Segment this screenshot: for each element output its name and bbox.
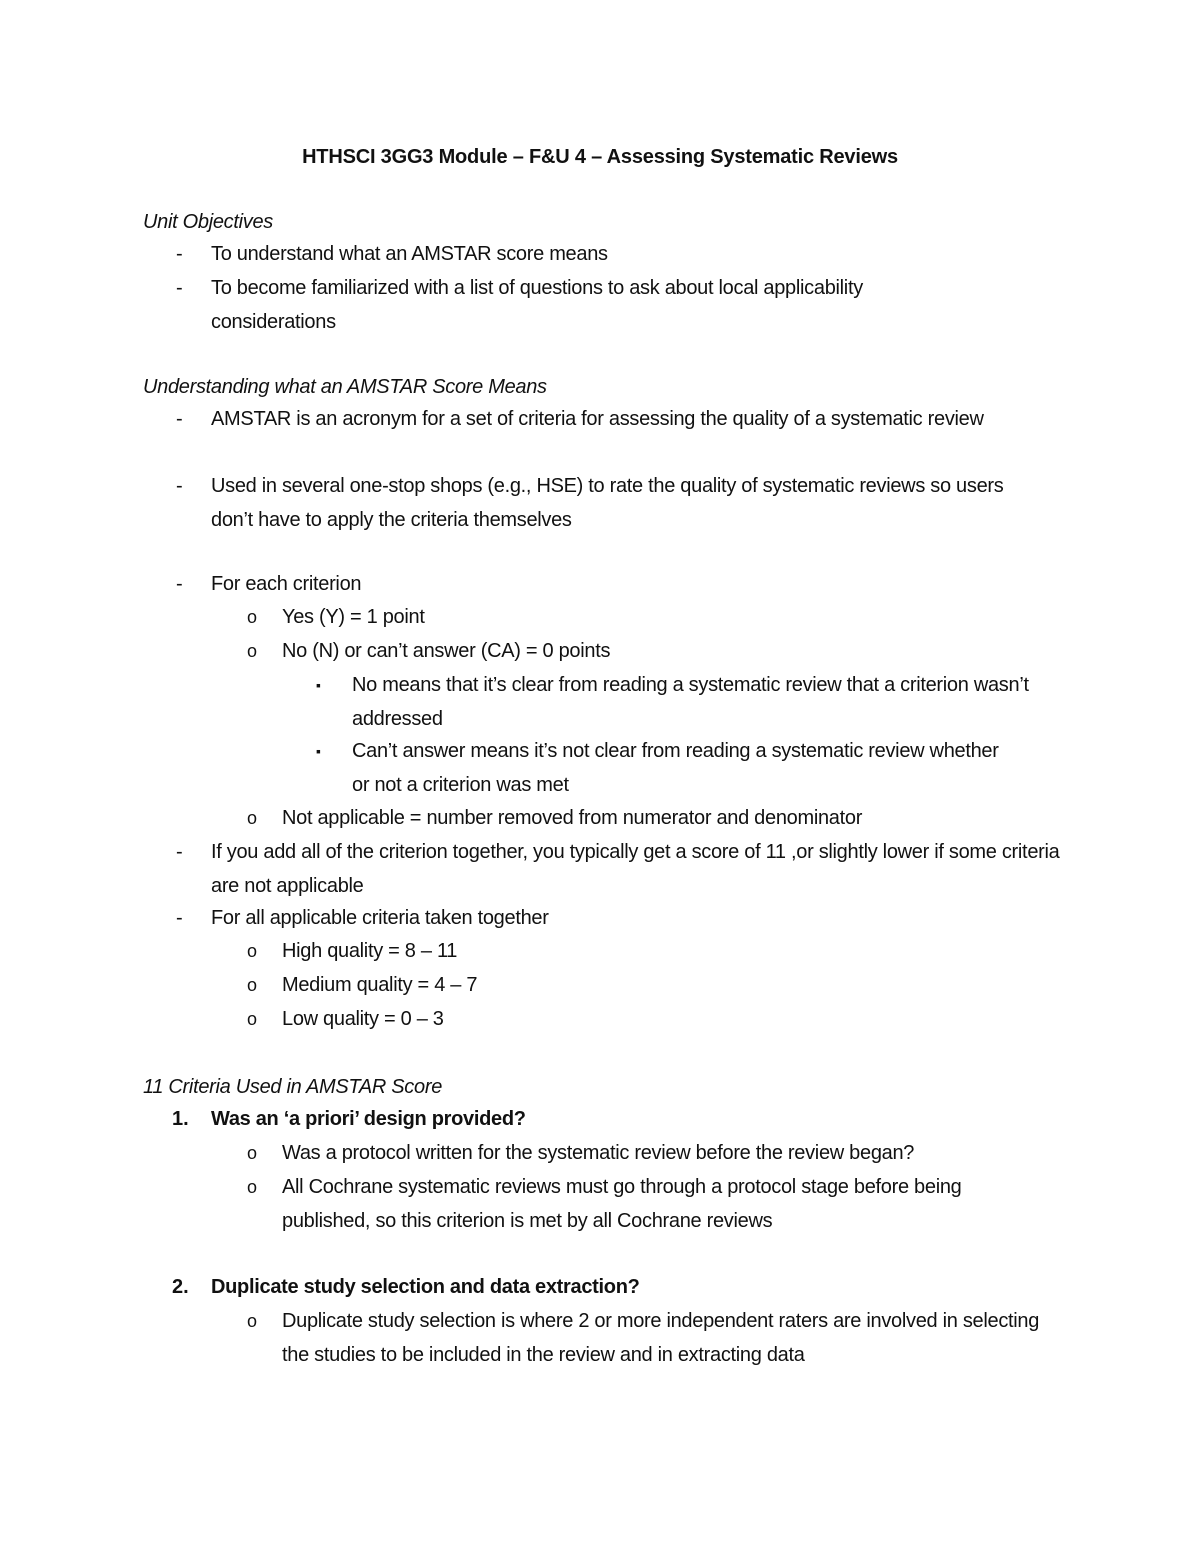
amstar-item: If you add all of the criterion together, you typically get a score of 11 ,or slightly lower if some criteria are not applicable xyxy=(211,841,1060,897)
dash-bullet: - xyxy=(176,408,183,430)
scoring-item: No (N) or can’t answer (CA) = 0 points xyxy=(282,640,611,662)
objective-item: To understand what an AMSTAR score means xyxy=(211,243,608,265)
criterion-point: Duplicate study selection is where 2 or more independent raters are involved in selecting the studies to be included in the review and in extracting data xyxy=(282,1310,1040,1366)
circle-bullet: o xyxy=(247,1143,258,1163)
amstar-item: AMSTAR is an acronym for a set of criteria for assessing the quality of a systematic review xyxy=(211,408,984,430)
square-bullet: ▪ xyxy=(316,677,321,693)
no-vs-ca-item: Can’t answer means it’s not clear from reading a systematic review whether or not a criterion was met xyxy=(352,740,999,796)
circle-bullet: o xyxy=(247,1009,258,1029)
unit-objectives-heading: Unit Objectives xyxy=(143,211,273,233)
scoring-item: Not applicable = number removed from numerator and denominator xyxy=(282,807,863,829)
document-title: HTHSCI 3GG3 Module – F&U 4 – Assessing Systematic Reviews xyxy=(302,146,898,168)
circle-bullet: o xyxy=(247,607,258,627)
criterion-number: 2. xyxy=(172,1276,189,1298)
no-vs-ca-item: No means that it’s clear from reading a systematic review that a criterion wasn’t addressed xyxy=(352,674,1029,730)
criteria-heading: 11 Criteria Used in AMSTAR Score xyxy=(143,1076,443,1098)
criterion-question: Was an ‘a priori’ design provided? xyxy=(211,1108,526,1130)
scoring-item: Yes (Y) = 1 point xyxy=(282,606,425,628)
dash-bullet: - xyxy=(176,243,183,265)
dash-bullet: - xyxy=(176,573,183,595)
amstar-item: For each criterion xyxy=(211,573,362,595)
dash-bullet: - xyxy=(176,277,183,299)
circle-bullet: o xyxy=(247,808,258,828)
quality-level: Medium quality = 4 – 7 xyxy=(282,974,478,996)
criterion-question: Duplicate study selection and data extraction? xyxy=(211,1276,640,1298)
objective-item: To become familiarized with a list of questions to ask about local applicability considerations xyxy=(211,277,863,333)
circle-bullet: o xyxy=(247,641,258,661)
criterion-number: 1. xyxy=(172,1108,189,1130)
dash-bullet: - xyxy=(176,841,183,863)
criterion-point: Was a protocol written for the systematic review before the review began? xyxy=(282,1142,915,1164)
dash-bullet: - xyxy=(176,907,183,929)
criterion-point: All Cochrane systematic reviews must go through a protocol stage before being published, so this criterion is met by all Cochrane reviews xyxy=(282,1176,962,1232)
amstar-meaning-heading: Understanding what an AMSTAR Score Means xyxy=(143,376,547,398)
dash-bullet: - xyxy=(176,475,183,497)
circle-bullet: o xyxy=(247,1311,258,1331)
amstar-item: Used in several one-stop shops (e.g., HSE) to rate the quality of systematic reviews so users don’t have to apply the criteria themselves xyxy=(211,475,1004,531)
circle-bullet: o xyxy=(247,1177,258,1197)
quality-level: High quality = 8 – 11 xyxy=(282,940,458,962)
quality-level: Low quality = 0 – 3 xyxy=(282,1008,444,1030)
circle-bullet: o xyxy=(247,975,258,995)
circle-bullet: o xyxy=(247,941,258,961)
amstar-item: For all applicable criteria taken together xyxy=(211,907,549,929)
square-bullet: ▪ xyxy=(316,743,321,759)
